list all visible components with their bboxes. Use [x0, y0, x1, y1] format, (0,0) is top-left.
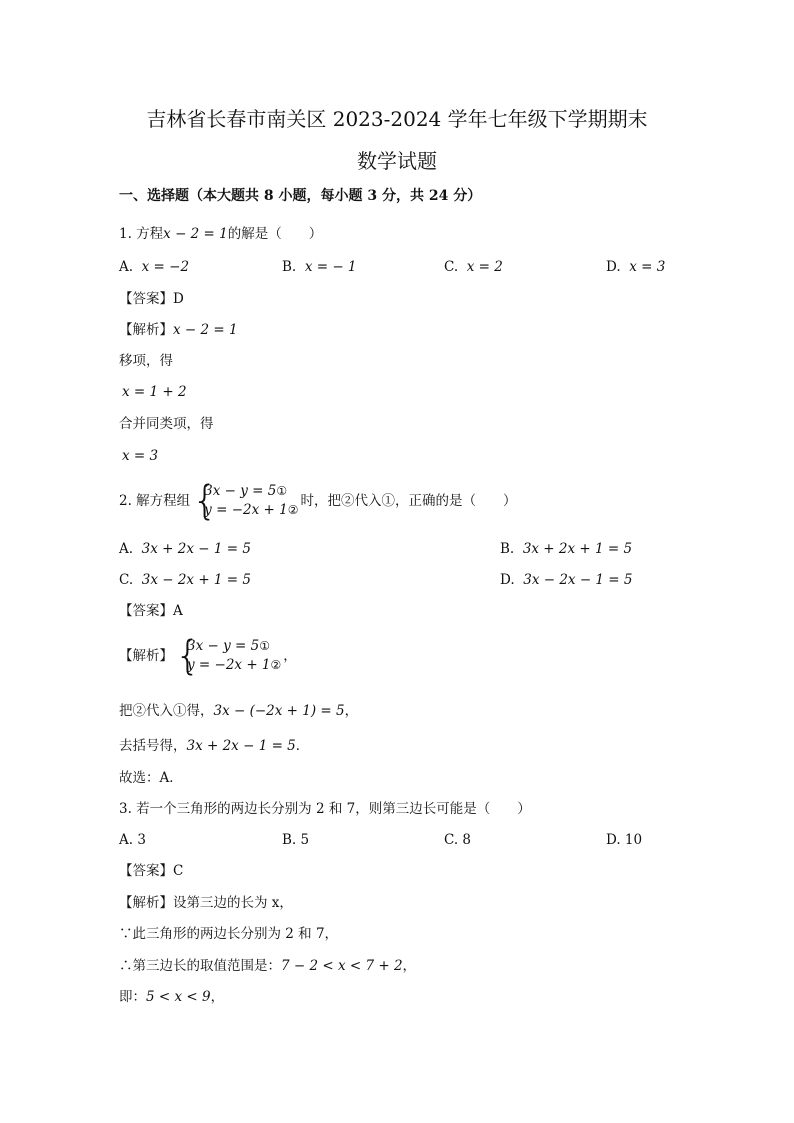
q1-stem-math: x − 2 = 1 [163, 226, 228, 242]
q1-stem-prefix: 1. 方程 [119, 226, 164, 242]
q1-step2-math: x = 3 [122, 448, 159, 464]
left-brace-icon: { [192, 478, 218, 524]
q2-step2: 去括号得，3x + 2x − 1 = 5． [119, 738, 310, 754]
question-2-stem [119, 478, 517, 524]
q2-analysis-system: { 3x − y = 5① y = −2x + 1② [175, 633, 282, 679]
q3-option-b: B. 5 [282, 832, 310, 848]
q1-step2-text: 合并同类项，得 [119, 416, 214, 432]
q2-step1: 把②代入①得，3x − (−2x + 1) = 5， [119, 703, 359, 719]
q1-option-a: A. x = −2 [119, 259, 190, 275]
q2-option-b: B. 3x + 2x + 1 = 5 [500, 541, 633, 557]
q2-equation-system: { 3x − y = 5① y = −2x + 1② [192, 478, 299, 524]
q2-option-d: D. 3x − 2x − 1 = 5 [500, 572, 633, 588]
q3-answer: 【答案】C [119, 863, 184, 879]
q3-range-line: ∴第三边长的取值范围是：7 − 2 < x < 7 + 2， [119, 958, 417, 974]
document-title: 吉林省长春市南关区 2023-2024 学年七年级下学期期末 [146, 107, 648, 131]
q3-reason-line: ∵此三角形的两边长分别为 2 和 7， [119, 926, 339, 942]
q2-analysis: 【解析】 { 3x − y = 5① y = −2x + 1② ， [119, 633, 297, 679]
q2-option-c: C. 3x − 2x + 1 = 5 [119, 572, 251, 588]
question-3-stem: 3. 若一个三角形的两边长分别为 2 和 7，则第三边长可能是（ ） [119, 801, 531, 817]
q3-option-c: C. 8 [444, 832, 472, 848]
left-brace-icon: { [175, 633, 201, 679]
q2-stem-suffix: 时，把②代入①，正确的是（ ） [300, 493, 517, 509]
document-subtitle: 数学试题 [357, 149, 437, 173]
q3-option-a: A. 3 [119, 832, 146, 848]
q2-stem-prefix: 2. 解方程组 [119, 493, 191, 509]
q3-analysis: 【解析】设第三边的长为 x， [119, 895, 293, 911]
q3-option-d: D. 10 [606, 832, 643, 848]
q1-analysis: 【解析】x − 2 = 1 [119, 322, 238, 338]
q3-result-line: 即：5 < x < 9， [119, 989, 225, 1005]
question-1-stem [119, 225, 322, 243]
q2-answer: 【答案】A [119, 603, 183, 619]
q1-stem-suffix: 的解是（ ） [227, 226, 323, 242]
q1-option-d: D. x = 3 [606, 259, 666, 275]
q1-answer: 【答案】D [119, 291, 184, 307]
q1-step1-math: x = 1 + 2 [122, 384, 187, 400]
q1-step1-text: 移项，得 [119, 353, 173, 369]
q1-option-c: C. x = 2 [444, 259, 503, 275]
q2-conclusion: 故选：A． [119, 770, 183, 786]
q2-option-a: A. 3x + 2x − 1 = 5 [119, 541, 251, 557]
q1-option-b: B. x = − 1 [282, 259, 357, 275]
section-heading: 一、选择题（本大题共 8 小题，每小题 3 分，共 24 分） [119, 188, 482, 204]
